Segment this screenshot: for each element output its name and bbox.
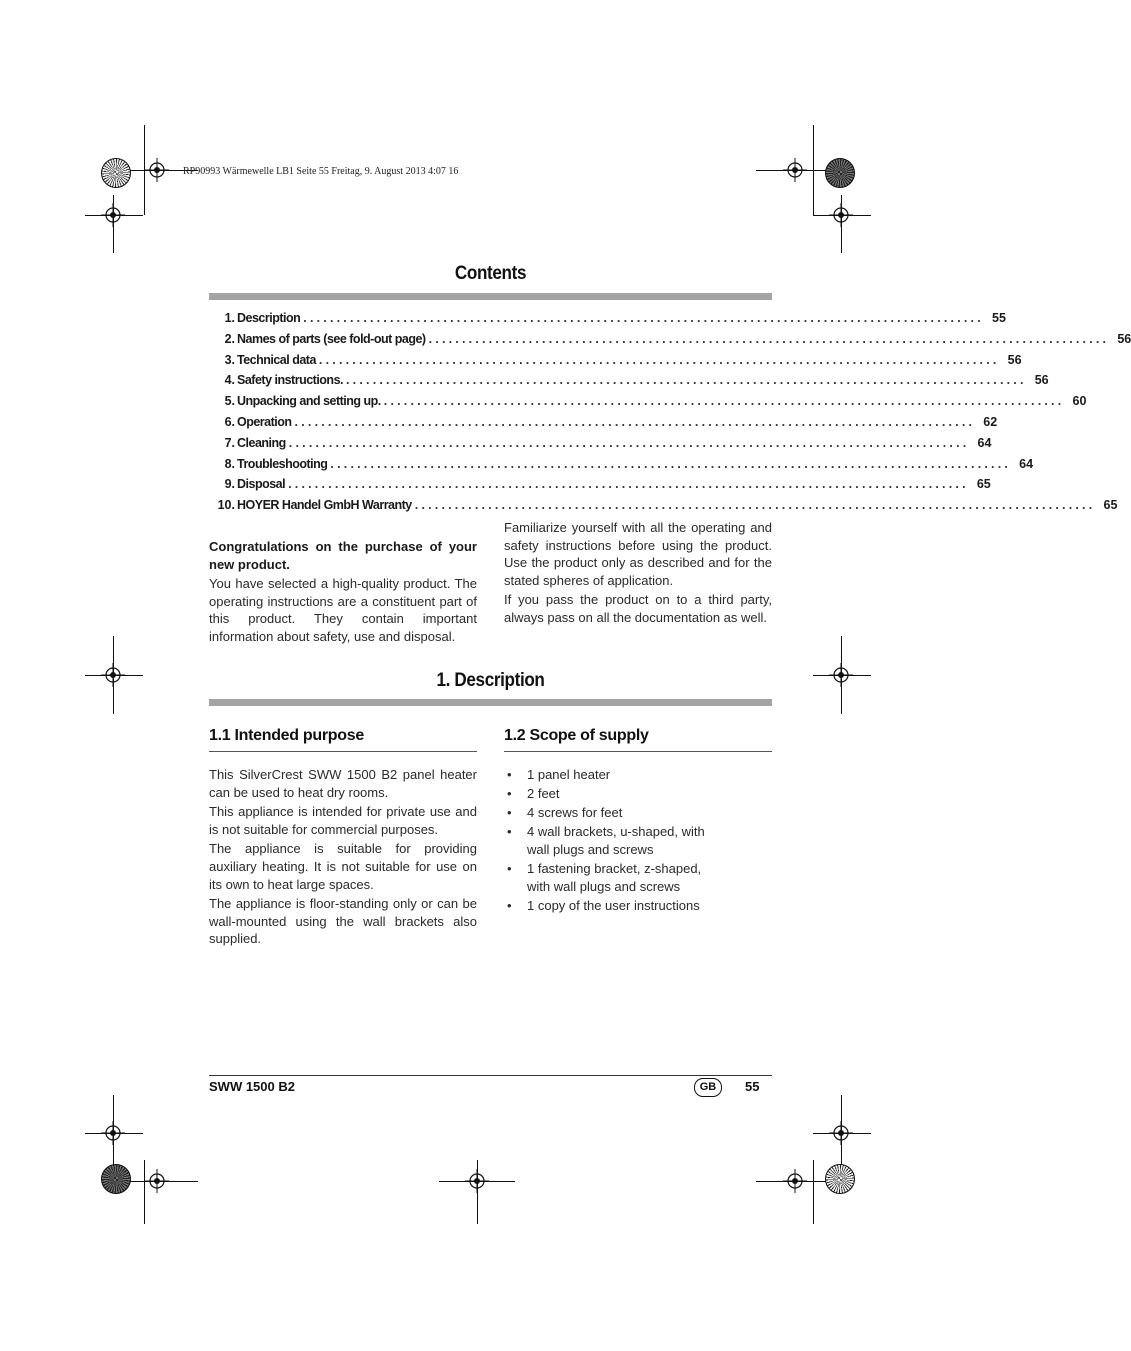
registration-mark-icon [829, 663, 853, 687]
registration-mark-icon [101, 203, 125, 227]
toc-item[interactable]: 1. Description ...................................................................................................... 55 [224, 311, 1006, 325]
toc-leader: ...................................................................................................... [318, 352, 1000, 367]
intended-purpose-heading: 1.1 Intended purpose [209, 727, 477, 752]
table-of-contents [209, 311, 1131, 519]
intro-left-column [209, 538, 477, 648]
toc-item[interactable]: 10. HOYER Handel GmbH Warranty ...................................................................................................... 65 [217, 498, 1118, 513]
contents-title: Contents [454, 263, 527, 284]
toc-leader: ...................................................................................................... [414, 498, 1096, 513]
intro-right-column [504, 519, 772, 629]
congratulations-heading: Congratulations on the purchase of your new product. [209, 539, 477, 572]
toc-item[interactable]: 2. Names of parts (see fold-out page) ...................................................................................................... 56 [224, 331, 1131, 346]
intro-paragraph: Familiarize yourself with all the operating and safety instructions before using the product. Use the product only as described and for the stated spheres of application. [504, 520, 772, 588]
scope-of-supply-list [504, 766, 719, 916]
list-item: • 4 wall brackets, u-shaped, with wall plugs and screws [504, 823, 719, 858]
toc-item[interactable]: 7. Cleaning ...................................................................................................... 64 [224, 435, 992, 450]
registration-mark-icon [829, 203, 853, 227]
contents-bar [209, 293, 772, 300]
description-title: 1. Description [436, 670, 545, 691]
list-item: • 1 fastening bracket, z-shaped, with wall plugs and screws [504, 860, 719, 895]
page-number: 55 [745, 1079, 760, 1094]
color-rosette-icon [825, 1164, 855, 1194]
language-badge: GB [694, 1078, 722, 1097]
list-item: • 1 copy of the user instructions [504, 897, 719, 915]
toc-leader: ...................................................................................................... [346, 373, 1027, 388]
registration-mark-icon [101, 663, 125, 687]
registration-mark-icon [829, 1121, 853, 1145]
description-bar [209, 699, 772, 706]
list-item: • 2 feet [504, 785, 719, 803]
toc-item[interactable]: 4. Safety instructions. ...................................................................................................... 56 [224, 373, 1049, 388]
toc-leader: ...................................................................................................... [288, 477, 969, 492]
list-item: • 4 screws for feet [504, 804, 719, 822]
registration-mark-icon [145, 1169, 169, 1193]
toc-leader: ...................................................................................................... [288, 435, 970, 450]
paragraph: The appliance is floor-standing only or can be wall-mounted using the wall brackets also supplied. [209, 896, 477, 947]
color-rosette-icon [101, 1164, 131, 1194]
intro-paragraph: If you pass the product on to a third party, always pass on all the documentation as well. [504, 592, 772, 625]
toc-item[interactable]: 8. Troubleshooting ...................................................................................................... 64 [224, 456, 1034, 471]
color-rosette-icon [101, 158, 131, 188]
toc-leader: ...................................................................................................... [303, 311, 984, 325]
toc-leader: ...................................................................................................... [428, 331, 1110, 346]
footer-rule [209, 1075, 772, 1076]
toc-item[interactable]: 6. Operation ...................................................................................................... 62 [224, 414, 998, 429]
print-header: RP90993 Wärmewelle LB1 Seite 55 Freitag, 9. August 2013 4:07 16 [183, 166, 459, 177]
paragraph: This SilverCrest SWW 1500 B2 panel heater can be used to heat dry rooms. [209, 767, 477, 800]
toc-item[interactable]: 5. Unpacking and setting up. ...................................................................................................... 60 [224, 394, 1087, 409]
registration-mark-icon [101, 1121, 125, 1145]
registration-mark-icon [145, 158, 169, 182]
registration-mark-icon [465, 1169, 489, 1193]
toc-item[interactable]: 3. Technical data ...................................................................................................... 56 [224, 352, 1022, 367]
list-item: • 1 panel heater [504, 766, 719, 784]
toc-leader: ...................................................................................................... [383, 394, 1065, 409]
registration-mark-icon [783, 1169, 807, 1193]
scope-of-supply-heading: 1.2 Scope of supply [504, 727, 772, 752]
registration-mark-icon [783, 158, 807, 182]
paragraph: This appliance is intended for private use and is not suitable for commercial purposes. [209, 804, 477, 837]
intended-purpose-text [209, 766, 477, 950]
paragraph: The appliance is suitable for providing auxiliary heating. It is not suitable for use on its own to heat large spaces. [209, 841, 477, 892]
toc-leader: ...................................................................................................... [294, 414, 976, 429]
color-rosette-icon [825, 158, 855, 188]
toc-leader: ...................................................................................................... [330, 456, 1012, 471]
toc-item[interactable]: 9. Disposal ...................................................................................................... 65 [224, 477, 991, 492]
footer-model: SWW 1500 B2 [209, 1079, 295, 1094]
intro-paragraph: You have selected a high-quality product. The operating instructions are a constituent part of this product. They contain important information about safety, use and disposal. [209, 576, 477, 644]
